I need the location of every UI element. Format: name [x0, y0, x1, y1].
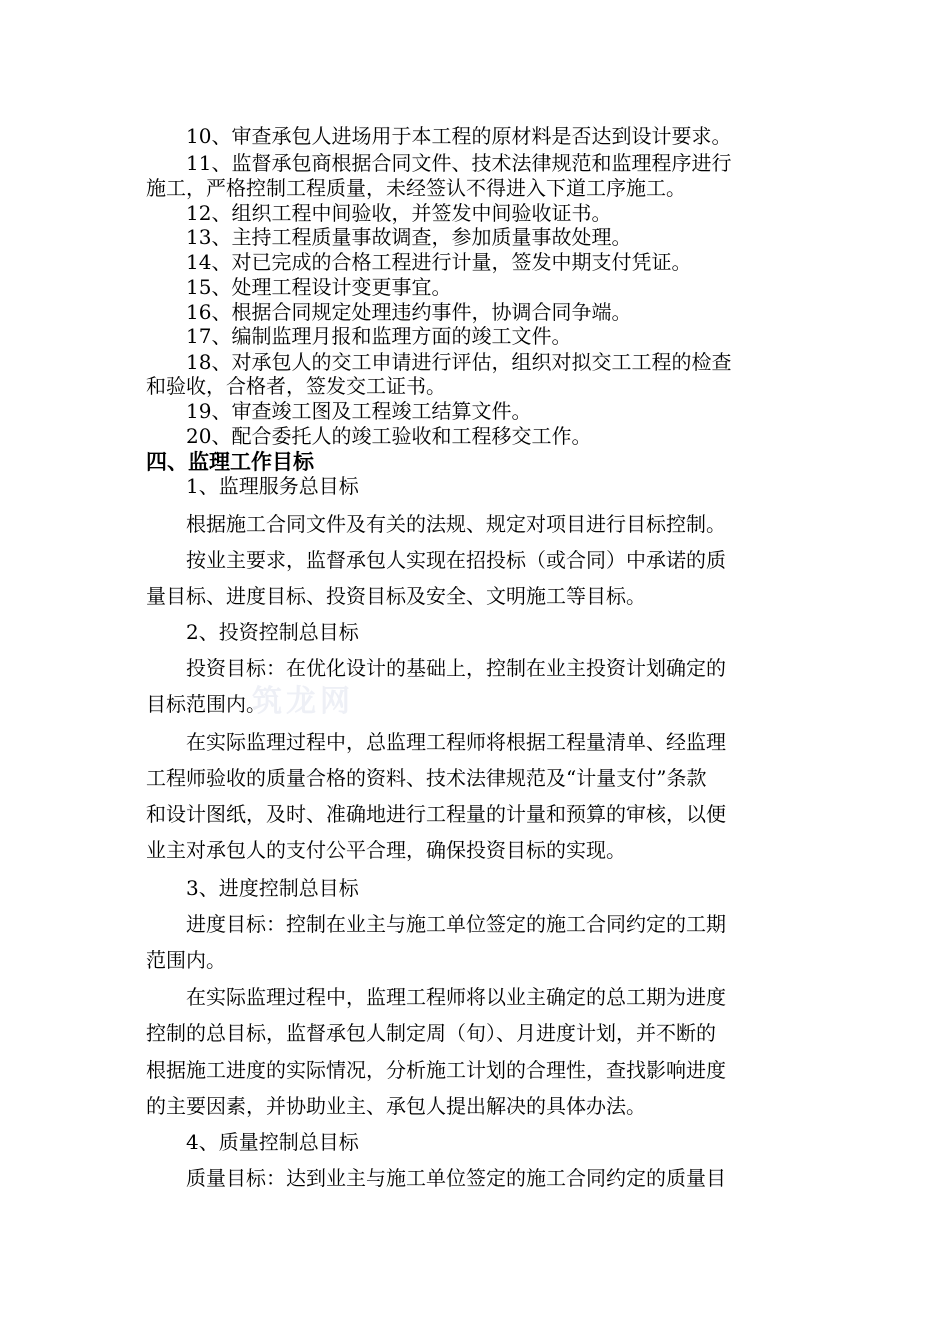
list-item: 18、对承包人的交工申请进行评估，组织对拟交工工程的检查 — [186, 350, 732, 374]
subsection-title: 2、投资控制总目标 — [186, 620, 359, 644]
paragraph-line: 投资目标：在优化设计的基础上，控制在业主投资计划确定的 — [186, 656, 726, 680]
paragraph-line: 范围内。 — [146, 948, 226, 972]
paragraph-line: 的主要因素，并协助业主、承包人提出解决的具体办法。 — [146, 1094, 646, 1118]
list-item: 13、主持工程质量事故调查，参加质量事故处理。 — [186, 225, 632, 249]
paragraph-line: 根据施工进度的实际情况，分析施工计划的合理性，查找影响进度 — [146, 1058, 726, 1082]
list-item: 14、对已完成的合格工程进行计量，签发中期支付凭证。 — [186, 250, 692, 274]
list-item: 10、审查承包人进场用于本工程的原材料是否达到设计要求。 — [186, 124, 732, 148]
paragraph-line: 按业主要求，监督承包人实现在招投标（或合同）中承诺的质 — [186, 548, 726, 572]
paragraph-line: 根据施工合同文件及有关的法规、规定对项目进行目标控制。 — [186, 512, 726, 536]
list-item: 施工，严格控制工程质量，未经签认不得进入下道工序施工。 — [146, 176, 686, 200]
paragraph-line: 进度目标：控制在业主与施工单位签定的施工合同约定的工期 — [186, 912, 726, 936]
paragraph-line: 业主对承包人的支付公平合理，确保投资目标的实现。 — [146, 838, 626, 862]
list-item: 和验收，合格者，签发交工证书。 — [146, 374, 446, 398]
paragraph-line: 和设计图纸，及时、准确地进行工程量的计量和预算的审核，以便 — [146, 802, 726, 826]
paragraph-line: 量目标、进度目标、投资目标及安全、文明施工等目标。 — [146, 584, 646, 608]
subsection-title: 3、进度控制总目标 — [186, 876, 359, 900]
subsection-title: 1、监理服务总目标 — [186, 474, 359, 498]
paragraph-line: 目标范围内。 — [146, 692, 266, 716]
paragraph-line: 质量目标：达到业主与施工单位签定的施工合同约定的质量目 — [186, 1166, 726, 1190]
list-item: 16、根据合同规定处理违约事件，协调合同争端。 — [186, 300, 632, 324]
subsection-title: 4、质量控制总目标 — [186, 1130, 359, 1154]
list-item: 17、编制监理月报和监理方面的竣工文件。 — [186, 324, 572, 348]
list-item: 15、处理工程设计变更事宜。 — [186, 275, 452, 299]
paragraph-line: 在实际监理过程中，总监理工程师将根据工程量清单、经监理 — [186, 730, 726, 754]
section-heading: 四、监理工作目标 — [146, 449, 314, 474]
paragraph-line: 在实际监理过程中，监理工程师将以业主确定的总工期为进度 — [186, 985, 726, 1009]
watermark: 筑龙网 — [252, 684, 354, 719]
paragraph-line: 工程师验收的质量合格的资料、技术法律规范及“计量支付”条款 — [146, 766, 707, 790]
list-item: 20、配合委托人的竣工验收和工程移交工作。 — [186, 424, 592, 448]
list-item: 11、监督承包商根据合同文件、技术法律规范和监理程序进行 — [186, 151, 732, 175]
list-item: 19、审查竣工图及工程竣工结算文件。 — [186, 399, 532, 423]
list-item: 12、组织工程中间验收，并签发中间验收证书。 — [186, 201, 612, 225]
paragraph-line: 控制的总目标，监督承包人制定周（旬）、月进度计划，并不断的 — [146, 1021, 716, 1045]
